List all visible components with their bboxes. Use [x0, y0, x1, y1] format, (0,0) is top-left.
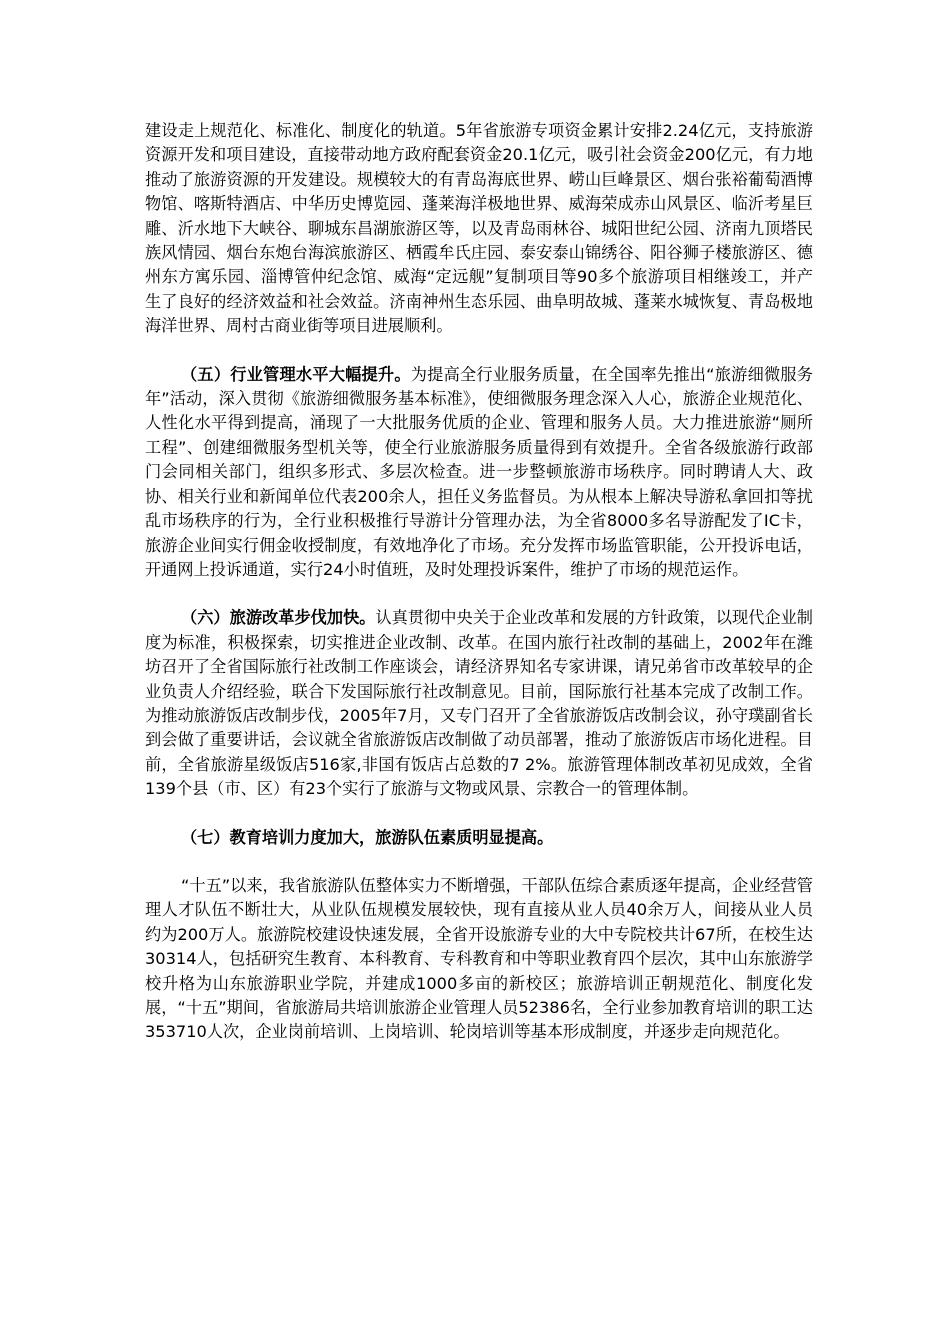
section-heading-5: （五）行业管理水平大幅提升。 — [181, 364, 411, 384]
paragraph-tourism-projects: 建设走上规范化、标准化、制度化的轨道。5年省旅游专项资金累计安排2.24亿元，支持旅游资源开发和项目建设，直接带动地方政府配套资金20.1亿元，吸引社会资金200亿元，有力地推动了旅游资源的开发建设。规模较大的有青岛海底世界、崂山巨峰景区、烟台张裕葡萄酒博物馆、喀斯特酒店、中华历史博览园、蓬莱海洋极地世界、威海荣成赤山风景区、临沂考星巨雕、沂水地下大峡谷、聊城东昌湖旅游区等，以及青岛雨林谷、城阳世纪公园、济南九顶塔民族风情园、烟台东炮台海滨旅游区、栖霞牟氏庄园、泰安泰山锦绣谷、阳谷狮子楼旅游区、德州东方寓乐园、淄博管仲纪念馆、威海“定远舰”复制项目等90多个旅游项目相继竣工，并产生了良好的经济效益和社会效益。济南神州生态乐园、曲阜明故城、蓬莱水城恢复、青岛极地海洋世界、周村古商业街等项目进展顺利。 — [145, 121, 813, 336]
section-body-5: 为提高全行业服务质量，在全国率先推出“旅游细微服务年”活动，深入贯彻《旅游细微服务基本标准》，使细微服务理念深入人心，旅游企业规范化、人性化水平得到提高，涌现了一大批服务优质的企业、管理和服务人员。大力推进旅游“厕所工程”、创建细微服务型机关等，使全行业旅游服务质量得到有效提升。全省各级旅游行政部门会同相关部门，组织多形式、多层次检查。进一步整顿旅游市场秩序。同时聘请人大、政协、相关行业和新闻单位代表200余人，担任义务监督员。为从根本上解决导游私拿回扣等扰乱市场秩序的行为，全行业积极推行导游计分管理办法，为全省8000多名导游配发了IC卡，旅游企业间实行佣金收授制度，有效地净化了市场。充分发挥市场监管职能，公开投诉电话，开通网上投诉通道，实行24小时值班，及时处理投诉案件，维护了市场的规范运作。 — [145, 364, 813, 579]
paragraph-industry-management — [145, 363, 813, 583]
document-page — [145, 119, 813, 1045]
section-heading-7: （七）教育培训力度加大，旅游队伍素质明显提高。 — [181, 827, 554, 847]
paragraph-education-training: “十五”以来，我省旅游队伍整体实力不断增强，干部队伍综合素质逐年提高，企业经营管理人才队伍不断壮大，从业队伍规模发展较快，现有直接从业人员40余万人，间接从业人员约为200万人。旅游院校建设快速发展，全省开设旅游专业的大中专院校共计67所，在校生达30314人，包括研究生教育、本科教育、专科教育和中等职业教育四个层次，其中山东旅游学校升格为山东旅游职业学院，并建成1000多亩的新校区；旅游培训正朝规范化、制度化发展，“十五”期间，省旅游局共培训旅游企业管理人员52386名，全行业参加教育培训的职工达353710人次，企业岗前培训、上岗培训、轮岗培训等基本形成制度，并逐步走向规范化。 — [145, 875, 813, 1042]
paragraph-tourism-reform — [145, 606, 813, 801]
section-body-6: 认真贯彻中央关于企业改革和发展的方针政策，以现代企业制度为标准，积极探索，切实推进企业改制、改革。在国内旅行社改制的基础上，2002年在潍坊召开了全省国际旅行社改制工作座谈会，请经济界知名专家讲课，请兄弟省市改革较早的企业负责人介绍经验，联合下发国际旅行社改制意见。目前，国际旅行社基本完成了改制工作。为推动旅游饭店改制步伐，2005年7月，又专门召开了全省旅游饭店改制会议，孙守璞副省长到会做了重要讲话，会议就全省旅游饭店改制做了动员部署，推动了旅游饭店市场化进程。目前，全省旅游星级饭店516家,非国有饭店占总数的7 2%。旅游管理体制改革初见成效，全省139个县（市、区）有23个实行了旅游与文物或风景、宗教合一的管理体制。 — [145, 608, 813, 799]
section-heading-6: （六）旅游改革步伐加快。 — [181, 608, 376, 628]
